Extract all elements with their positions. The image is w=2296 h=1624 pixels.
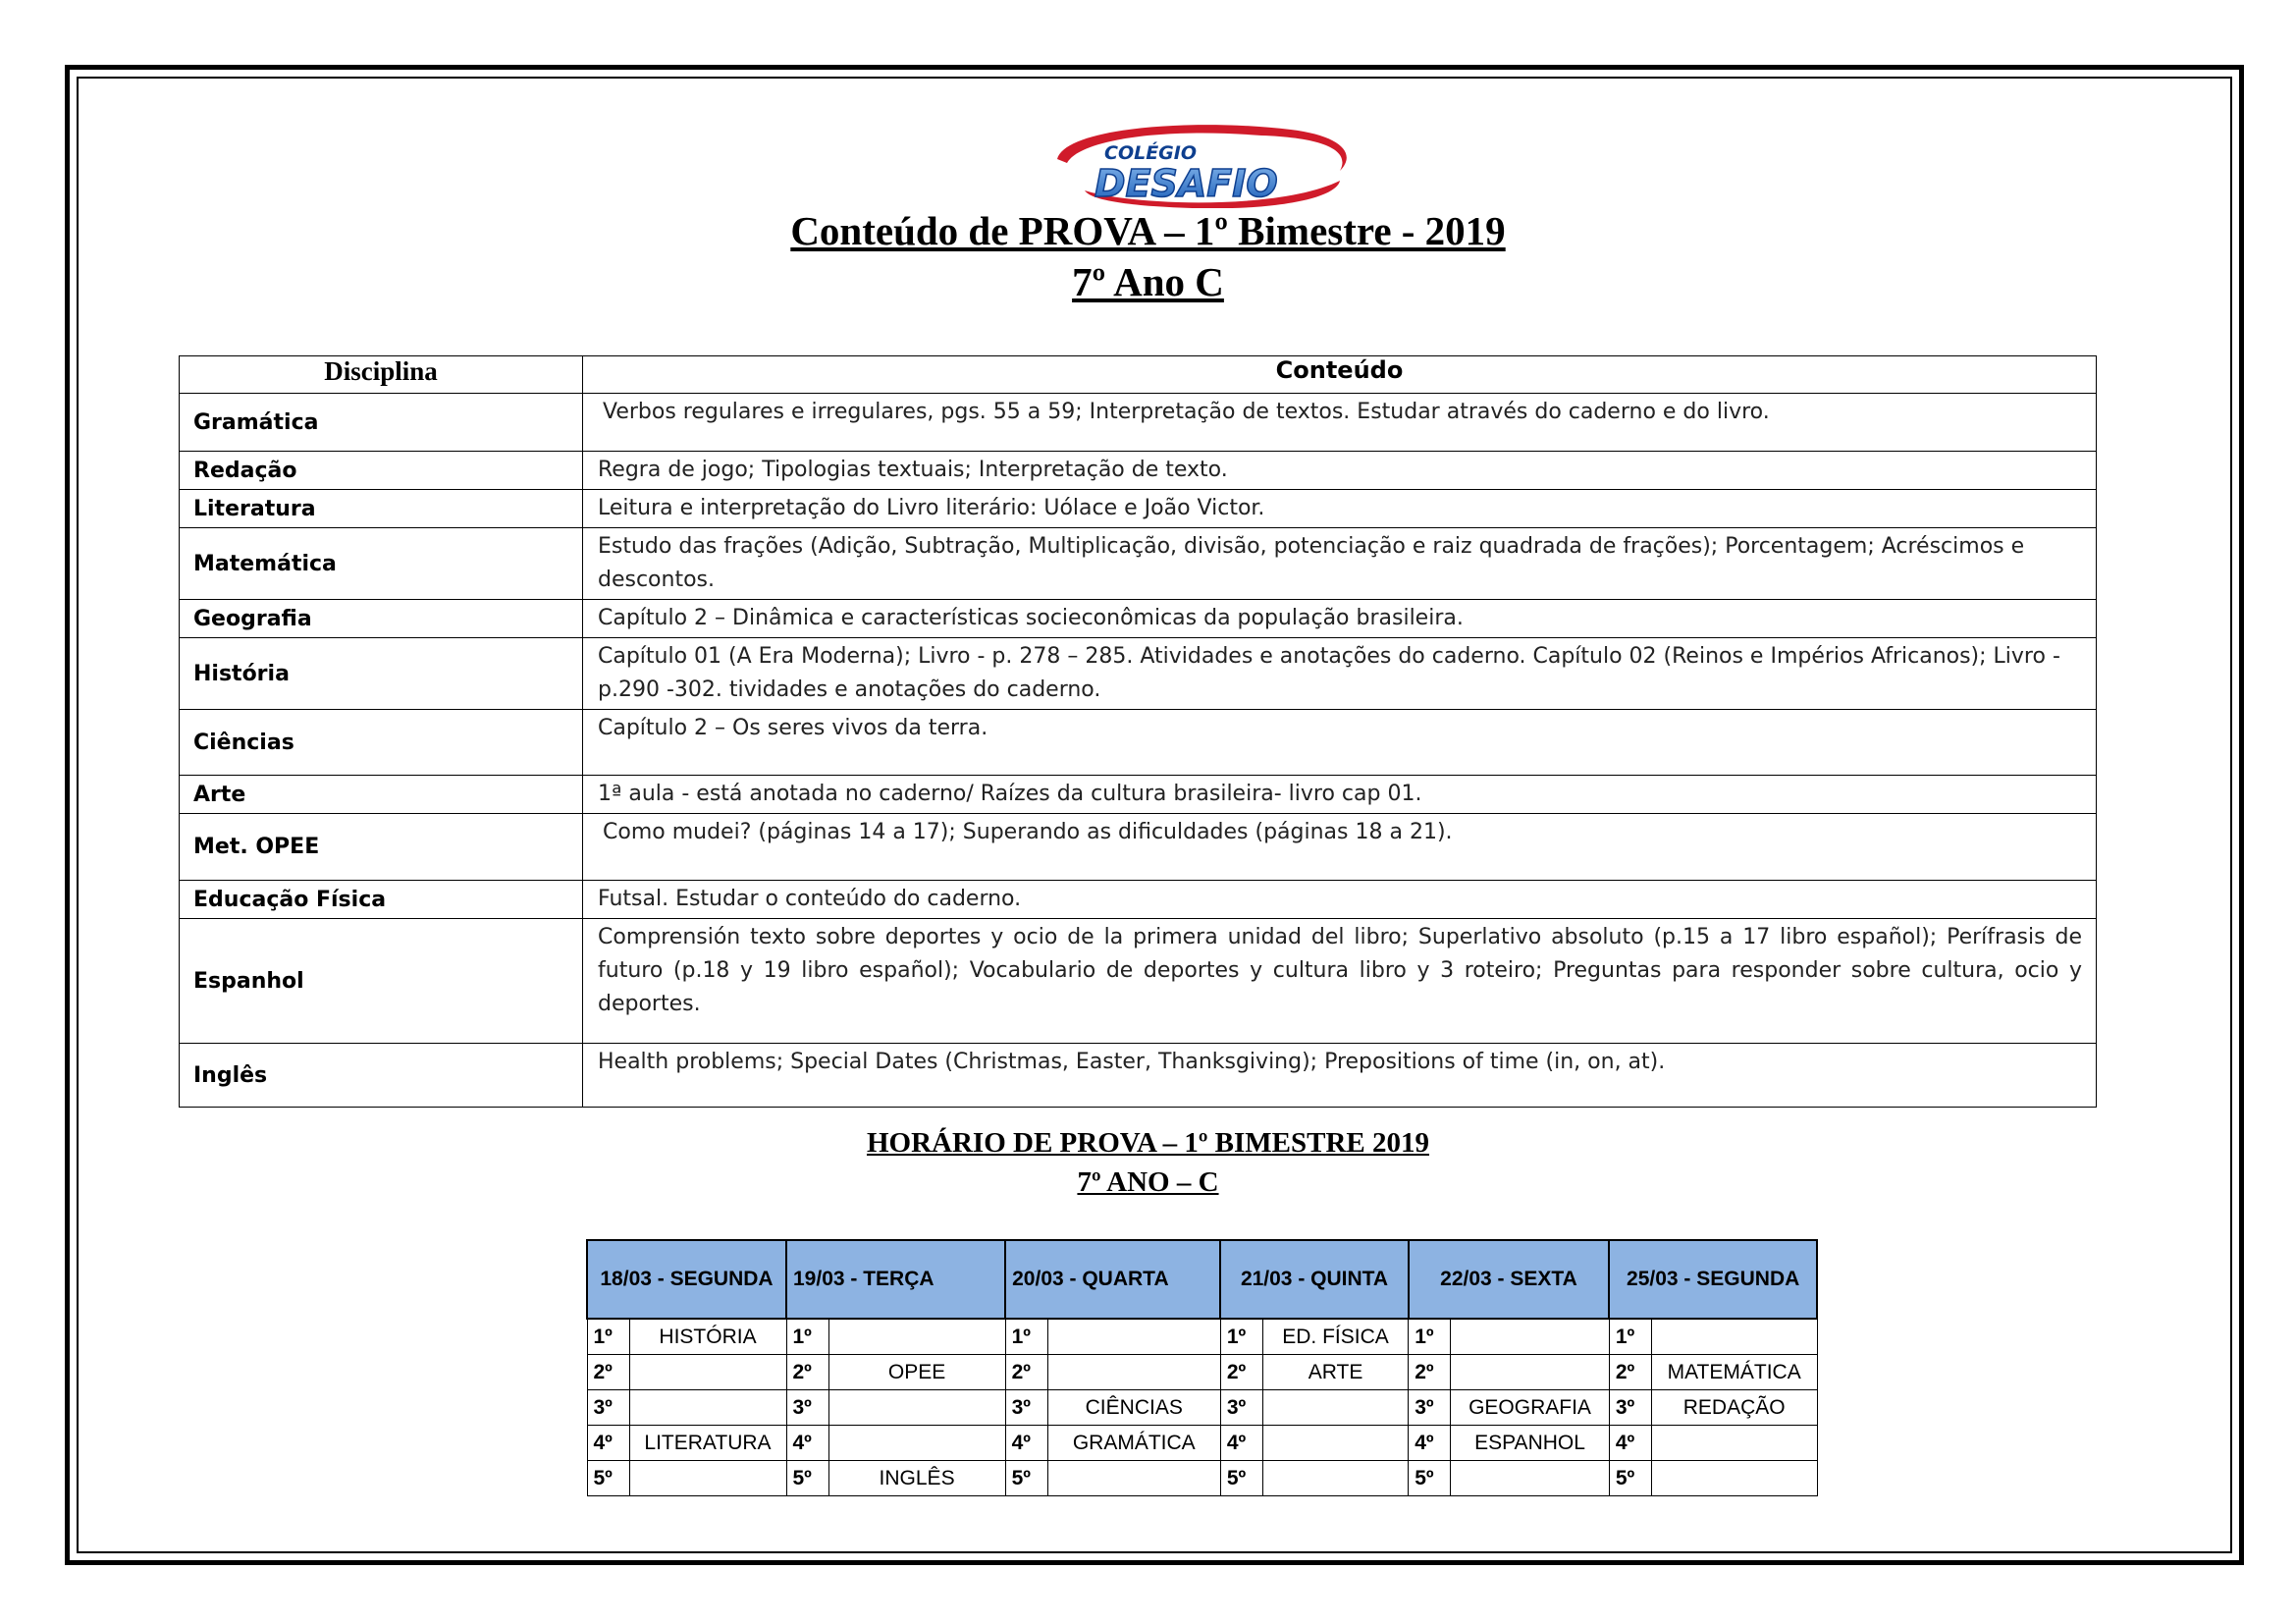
content-cell: Futsal. Estudar o conteúdo do caderno. bbox=[583, 881, 2097, 919]
subject-cell: Ciências bbox=[180, 710, 583, 776]
period-number: 4º bbox=[1220, 1426, 1262, 1461]
table-row bbox=[180, 452, 2097, 490]
header-disciplina: Disciplina bbox=[180, 356, 583, 394]
period-number: 5º bbox=[587, 1461, 629, 1496]
day-header: 18/03 - SEGUNDA bbox=[587, 1240, 786, 1319]
exam-subject: INGLÊS bbox=[828, 1461, 1005, 1496]
content-cell: Estudo das frações (Adição, Subtração, Multiplicação, divisão, potenciação e raiz quadrada de frações); Porcentagem; Acréscimos e descontos. bbox=[583, 528, 2097, 600]
day-header: 21/03 - QUINTA bbox=[1220, 1240, 1408, 1319]
period-number: 3º bbox=[786, 1390, 828, 1426]
exam-subject bbox=[1451, 1355, 1610, 1390]
day-header: 25/03 - SEGUNDA bbox=[1609, 1240, 1817, 1319]
period-number: 5º bbox=[786, 1461, 828, 1496]
exam-subject: OPEE bbox=[828, 1355, 1005, 1390]
table-row bbox=[180, 490, 2097, 528]
subject-cell: Literatura bbox=[180, 490, 583, 528]
schedule-row bbox=[587, 1426, 1817, 1461]
period-number: 3º bbox=[1409, 1390, 1451, 1426]
school-logo bbox=[1045, 120, 1358, 208]
schedule-subtitle: 7º ANO – C bbox=[1077, 1166, 1219, 1198]
period-number: 5º bbox=[1409, 1461, 1451, 1496]
content-cell: Verbos regulares e irregulares, pgs. 55 a 59; Interpretação de textos. Estudar através do caderno e do livro. bbox=[583, 394, 2097, 452]
content-cell: 1ª aula - está anotada no caderno/ Raízes da cultura brasileira- livro cap 01. bbox=[583, 776, 2097, 814]
table-row bbox=[180, 881, 2097, 919]
content-cell: Comprensión texto sobre deportes y ocio de la primera unidad del libro; Superlativo absoluto (p.15 a 17 libro español); Perífrasis de futuro (p.18 y 19 libro español); Vocabulario de deportes y cultura libro y 3 roteiro; Preguntas para responder sobre cultura, ocio y deportes. bbox=[583, 919, 2097, 1044]
period-number: 4º bbox=[1609, 1426, 1651, 1461]
period-number: 2º bbox=[786, 1355, 828, 1390]
content-cell: Capítulo 01 (A Era Moderna); Livro - p. 278 – 285. Atividades e anotações do caderno. Capítulo 02 (Reinos e Impérios Africanos); Livro - p.290 -302. tividades e anotações do caderno. bbox=[583, 638, 2097, 710]
content-cell: Regra de jogo; Tipologias textuais; Interpretação de texto. bbox=[583, 452, 2097, 490]
schedule-table bbox=[586, 1239, 1818, 1496]
svg-text:DESAFIO: DESAFIO bbox=[1095, 162, 1278, 205]
page-subtitle: 7º Ano C bbox=[1072, 259, 1224, 304]
exam-subject: GRAMÁTICA bbox=[1047, 1426, 1220, 1461]
period-number: 4º bbox=[786, 1426, 828, 1461]
exam-subject bbox=[629, 1461, 786, 1496]
period-number: 1º bbox=[1220, 1319, 1262, 1355]
content-cell: Health problems; Special Dates (Christmas, Easter, Thanksgiving); Prepositions of time (in, on, at). bbox=[583, 1044, 2097, 1108]
period-number: 2º bbox=[1409, 1355, 1451, 1390]
schedule-row bbox=[587, 1390, 1817, 1426]
table-row bbox=[180, 638, 2097, 710]
content-table-header bbox=[180, 356, 2097, 394]
exam-subject bbox=[1262, 1461, 1408, 1496]
table-row bbox=[180, 394, 2097, 452]
schedule-header-row bbox=[587, 1240, 1817, 1319]
subject-cell: Matemática bbox=[180, 528, 583, 600]
exam-subject bbox=[1047, 1461, 1220, 1496]
subject-cell: Redação bbox=[180, 452, 583, 490]
page-title: Conteúdo de PROVA – 1º Bimestre - 2019 bbox=[790, 208, 1506, 253]
period-number: 2º bbox=[1005, 1355, 1047, 1390]
schedule-row bbox=[587, 1461, 1817, 1496]
period-number: 3º bbox=[1005, 1390, 1047, 1426]
table-row bbox=[180, 710, 2097, 776]
exam-subject bbox=[1651, 1319, 1817, 1355]
period-number: 5º bbox=[1005, 1461, 1047, 1496]
content-cell: Leitura e interpretação do Livro literário: Uólace e João Victor. bbox=[583, 490, 2097, 528]
exam-subject bbox=[828, 1319, 1005, 1355]
day-header: 20/03 - QUARTA bbox=[1005, 1240, 1220, 1319]
schedule-title: HORÁRIO DE PROVA – 1º BIMESTRE 2019 bbox=[866, 1127, 1429, 1159]
table-row bbox=[180, 1044, 2097, 1108]
subject-cell: Gramática bbox=[180, 394, 583, 452]
subject-cell: Geografia bbox=[180, 600, 583, 638]
exam-subject: ED. FÍSICA bbox=[1262, 1319, 1408, 1355]
exam-subject: LITERATURA bbox=[629, 1426, 786, 1461]
exam-subject: ESPANHOL bbox=[1451, 1426, 1610, 1461]
exam-subject: GEOGRAFIA bbox=[1451, 1390, 1610, 1426]
content-table bbox=[179, 355, 2097, 1108]
exam-subject: MATEMÁTICA bbox=[1651, 1355, 1817, 1390]
content-cell: Capítulo 2 – Os seres vivos da terra. bbox=[583, 710, 2097, 776]
period-number: 4º bbox=[1409, 1426, 1451, 1461]
exam-subject bbox=[1262, 1390, 1408, 1426]
period-number: 5º bbox=[1220, 1461, 1262, 1496]
exam-subject bbox=[828, 1426, 1005, 1461]
exam-subject bbox=[1651, 1426, 1817, 1461]
exam-subject bbox=[1651, 1461, 1817, 1496]
schedule-row bbox=[587, 1355, 1817, 1390]
subject-cell: História bbox=[180, 638, 583, 710]
table-row bbox=[180, 919, 2097, 1044]
period-number: 1º bbox=[1005, 1319, 1047, 1355]
day-header: 22/03 - SEXTA bbox=[1409, 1240, 1610, 1319]
exam-subject bbox=[1451, 1319, 1610, 1355]
table-row bbox=[180, 814, 2097, 881]
subject-cell: Educação Física bbox=[180, 881, 583, 919]
period-number: 1º bbox=[1609, 1319, 1651, 1355]
period-number: 2º bbox=[1609, 1355, 1651, 1390]
period-number: 4º bbox=[1005, 1426, 1047, 1461]
table-row bbox=[180, 600, 2097, 638]
period-number: 1º bbox=[587, 1319, 629, 1355]
content-cell: Como mudei? (páginas 14 a 17); Superando as dificuldades (páginas 18 a 21). bbox=[583, 814, 2097, 881]
schedule-row bbox=[587, 1319, 1817, 1355]
exam-subject bbox=[1262, 1426, 1408, 1461]
table-row bbox=[180, 776, 2097, 814]
period-number: 5º bbox=[1609, 1461, 1651, 1496]
period-number: 1º bbox=[786, 1319, 828, 1355]
subject-cell: Met. OPEE bbox=[180, 814, 583, 881]
svg-text:COLÉGIO: COLÉGIO bbox=[1104, 142, 1197, 164]
table-row bbox=[180, 528, 2097, 600]
exam-subject: HISTÓRIA bbox=[629, 1319, 786, 1355]
exam-subject bbox=[1451, 1461, 1610, 1496]
period-number: 4º bbox=[587, 1426, 629, 1461]
exam-subject bbox=[828, 1390, 1005, 1426]
exam-subject: CIÊNCIAS bbox=[1047, 1390, 1220, 1426]
period-number: 3º bbox=[1220, 1390, 1262, 1426]
period-number: 1º bbox=[1409, 1319, 1451, 1355]
day-header: 19/03 - TERÇA bbox=[786, 1240, 1005, 1319]
period-number: 2º bbox=[587, 1355, 629, 1390]
exam-subject: REDAÇÃO bbox=[1651, 1390, 1817, 1426]
header-conteudo: Conteúdo bbox=[583, 356, 2097, 394]
content-cell: Capítulo 2 – Dinâmica e características socieconômicas da população brasileira. bbox=[583, 600, 2097, 638]
period-number: 3º bbox=[1609, 1390, 1651, 1426]
subject-cell: Inglês bbox=[180, 1044, 583, 1108]
subject-cell: Arte bbox=[180, 776, 583, 814]
exam-subject bbox=[629, 1390, 786, 1426]
exam-subject: ARTE bbox=[1262, 1355, 1408, 1390]
period-number: 2º bbox=[1220, 1355, 1262, 1390]
subject-cell: Espanhol bbox=[180, 919, 583, 1044]
exam-subject bbox=[629, 1355, 786, 1390]
exam-subject bbox=[1047, 1319, 1220, 1355]
period-number: 3º bbox=[587, 1390, 629, 1426]
exam-subject bbox=[1047, 1355, 1220, 1390]
